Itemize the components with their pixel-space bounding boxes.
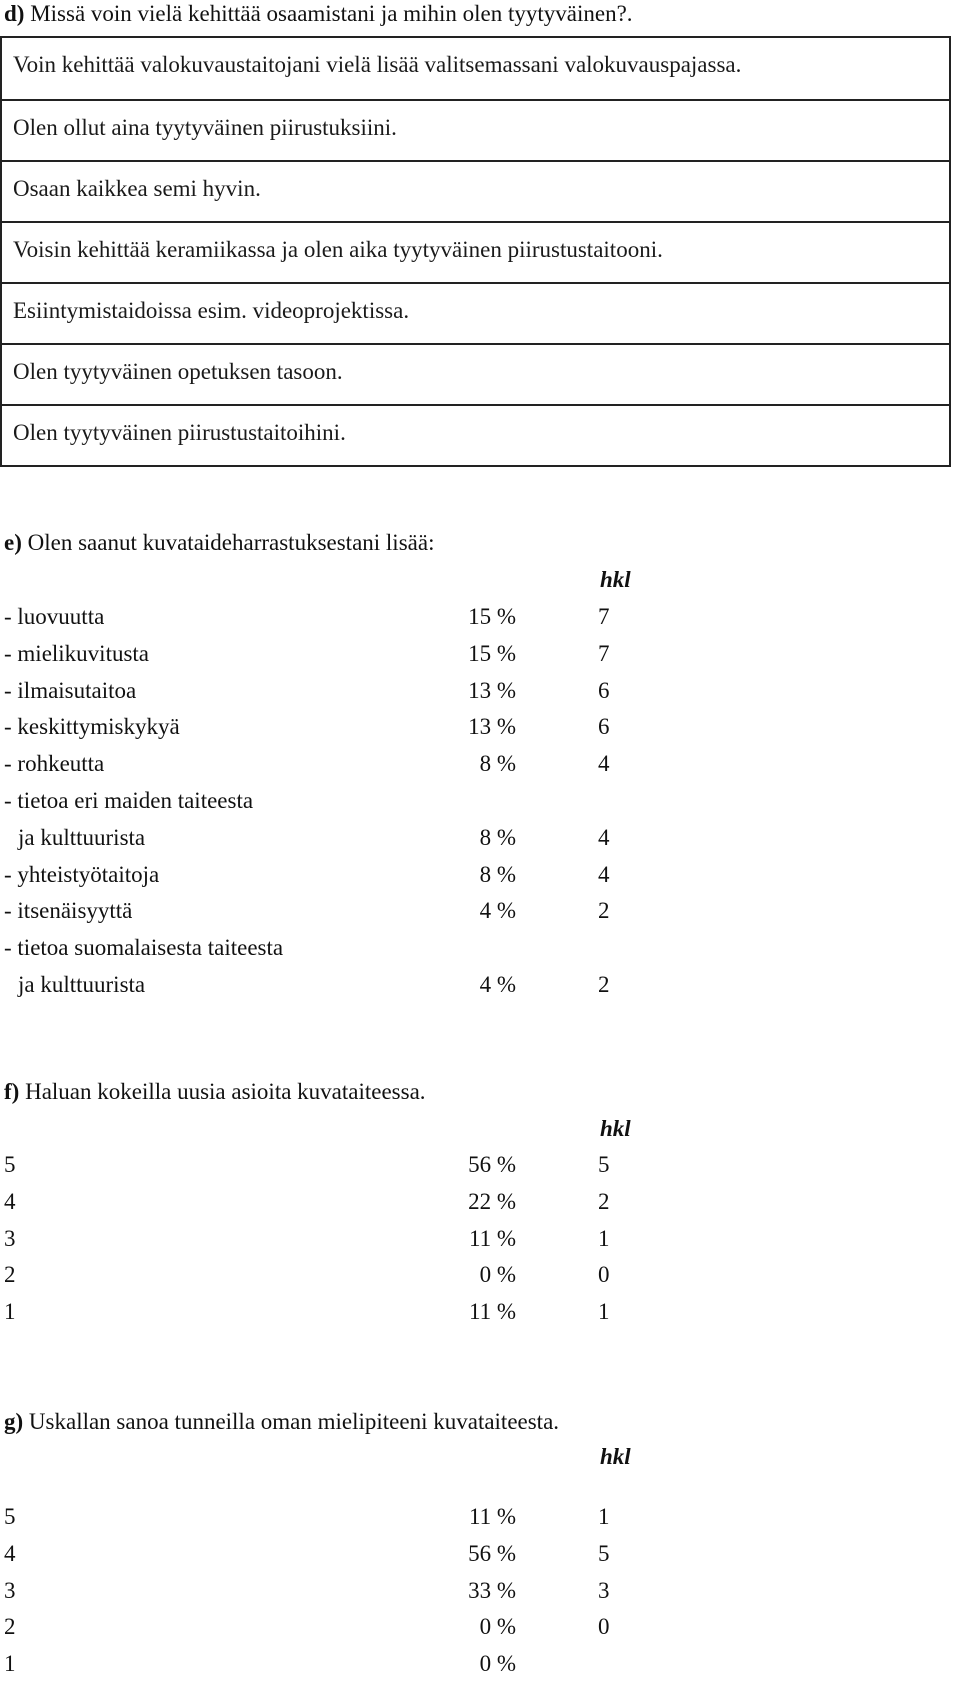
stat-row (4, 1261, 644, 1297)
stat-count: 7 (598, 640, 610, 666)
stat-row (4, 1577, 644, 1613)
stat-label: - rohkeutta (4, 751, 105, 777)
stat-count: 1 (598, 1299, 610, 1325)
stat-label: - tietoa suomalaisesta taiteesta (4, 935, 284, 961)
stat-label: 1 (4, 1299, 16, 1325)
question-g-title (4, 1408, 559, 1436)
stat-label: - mielikuvitusta (4, 640, 150, 666)
answer-row: Olen tyytyväinen piirustustaitoihini. (2, 404, 949, 465)
stat-label: 2 (4, 1614, 16, 1640)
stat-label: 5 (4, 1504, 16, 1529)
stat-label: 4 (4, 1188, 16, 1214)
answer-row: Voin kehittää valokuvaustaitojani vielä lisää valitsemassani valokuvauspajassa. (13, 52, 742, 77)
stat-row (4, 1503, 644, 1539)
stat-count: 1 (598, 1504, 610, 1529)
stat-count: 5 (598, 1540, 610, 1566)
stat-percent: 11 % (468, 1225, 516, 1251)
question-g-text: Uskallan sanoa tunneilla oman mielipiteeni kuvataiteesta. (23, 1409, 560, 1434)
stat-percent: 33 % (468, 1577, 516, 1603)
stat-row (4, 1613, 644, 1649)
question-d-letter: d) (4, 1, 25, 26)
stat-row (4, 1225, 644, 1261)
stat-row (4, 787, 644, 823)
stat-row (4, 971, 644, 1007)
question-d-text: Missä voin vielä kehittää osaamistani ja mihin olen tyytyväinen?. (24, 1, 633, 26)
question-f-text: Haluan kokeilla uusia asioita kuvataiteessa. (19, 1079, 426, 1104)
question-f-letter: f) (4, 1079, 20, 1104)
stat-row (4, 1540, 644, 1576)
stat-row (4, 1298, 644, 1334)
stat-count: 0 (598, 1614, 610, 1640)
stat-row (4, 897, 644, 933)
answer-table-d (0, 36, 951, 467)
stat-label: 3 (4, 1577, 16, 1603)
stat-percent: 13 % (468, 677, 516, 703)
stat-percent: 11 % (468, 1299, 516, 1325)
stat-label: 5 (4, 1152, 16, 1177)
stat-row (4, 713, 644, 749)
stat-label: 3 (4, 1225, 16, 1251)
stat-percent: 4 % (479, 898, 516, 924)
stat-row (4, 750, 644, 786)
stat-percent: 15 % (468, 640, 516, 666)
stat-percent: 22 % (468, 1188, 516, 1214)
stat-percent: 8 % (479, 861, 516, 887)
stat-count: 3 (598, 1577, 610, 1603)
question-f-title (4, 1078, 426, 1106)
stat-row (4, 861, 644, 897)
stat-count: 4 (598, 751, 610, 777)
question-d-title (4, 0, 633, 28)
answer-row: Olen ollut aina tyytyväinen piirustuksiini. (2, 99, 949, 160)
stat-count: 2 (598, 1188, 610, 1214)
stat-count: 6 (598, 714, 610, 740)
stat-count: 7 (598, 604, 610, 629)
stat-percent: 8 % (479, 824, 516, 850)
stat-percent: 0 % (479, 1614, 516, 1640)
answer-row: Osaan kaikkea semi hyvin. (2, 160, 949, 221)
stat-percent: 56 % (468, 1152, 516, 1177)
stat-row (4, 1650, 644, 1686)
stat-label: - yhteistyötaitoja (4, 861, 160, 887)
question-e-title (4, 529, 434, 557)
stat-row (4, 824, 644, 860)
question-g-letter: g) (4, 1409, 24, 1434)
stat-label: ja kulttuurista (18, 824, 146, 850)
answer-row: Esiintymistaidoissa esim. videoprojektissa. (2, 282, 949, 343)
stat-percent: 4 % (479, 972, 516, 997)
stat-count: 4 (598, 861, 610, 887)
stat-label: 4 (4, 1540, 16, 1566)
stat-percent: 56 % (468, 1540, 516, 1566)
stat-label: - tietoa eri maiden taiteesta (4, 788, 254, 813)
stat-percent: 0 % (479, 1651, 516, 1677)
stat-percent: 8 % (479, 751, 516, 777)
stat-row (4, 1188, 644, 1224)
stat-count: 1 (598, 1225, 610, 1251)
hkl-header-g: hkl (600, 1444, 631, 1469)
hkl-header-f: hkl (600, 1116, 631, 1141)
stat-label: ja kulttuurista (18, 972, 146, 997)
stat-percent: 13 % (468, 714, 516, 740)
stat-percent: 11 % (468, 1504, 516, 1529)
stat-count: 0 (598, 1262, 610, 1288)
stat-label: - ilmaisutaitoa (4, 677, 137, 703)
stat-count: 2 (598, 898, 610, 924)
question-e-text: Olen saanut kuvataideharrastuksestani lisää: (21, 530, 435, 555)
stat-row (4, 934, 644, 970)
stat-label: 1 (4, 1651, 16, 1677)
stat-label: - itsenäisyyttä (4, 898, 133, 924)
stat-row (4, 677, 644, 713)
hkl-header-e: hkl (600, 567, 631, 592)
answer-row: Olen tyytyväinen opetuksen tasoon. (2, 343, 949, 404)
stat-count: 5 (598, 1152, 610, 1177)
stat-row (4, 1151, 644, 1187)
stat-count: 4 (598, 824, 610, 850)
stat-count: 2 (598, 972, 610, 997)
answer-row: Voisin kehittää keramiikassa ja olen aika tyytyväinen piirustustaitooni. (2, 221, 949, 282)
stat-label: 2 (4, 1262, 16, 1288)
stat-count: 6 (598, 677, 610, 703)
question-e-letter: e) (4, 530, 22, 555)
stat-label: - keskittymiskykyä (4, 714, 180, 740)
stat-percent: 15 % (468, 604, 516, 629)
stat-label: - luovuutta (4, 604, 105, 629)
stat-row (4, 640, 644, 676)
stat-percent: 0 % (479, 1262, 516, 1288)
stat-row (4, 603, 644, 639)
